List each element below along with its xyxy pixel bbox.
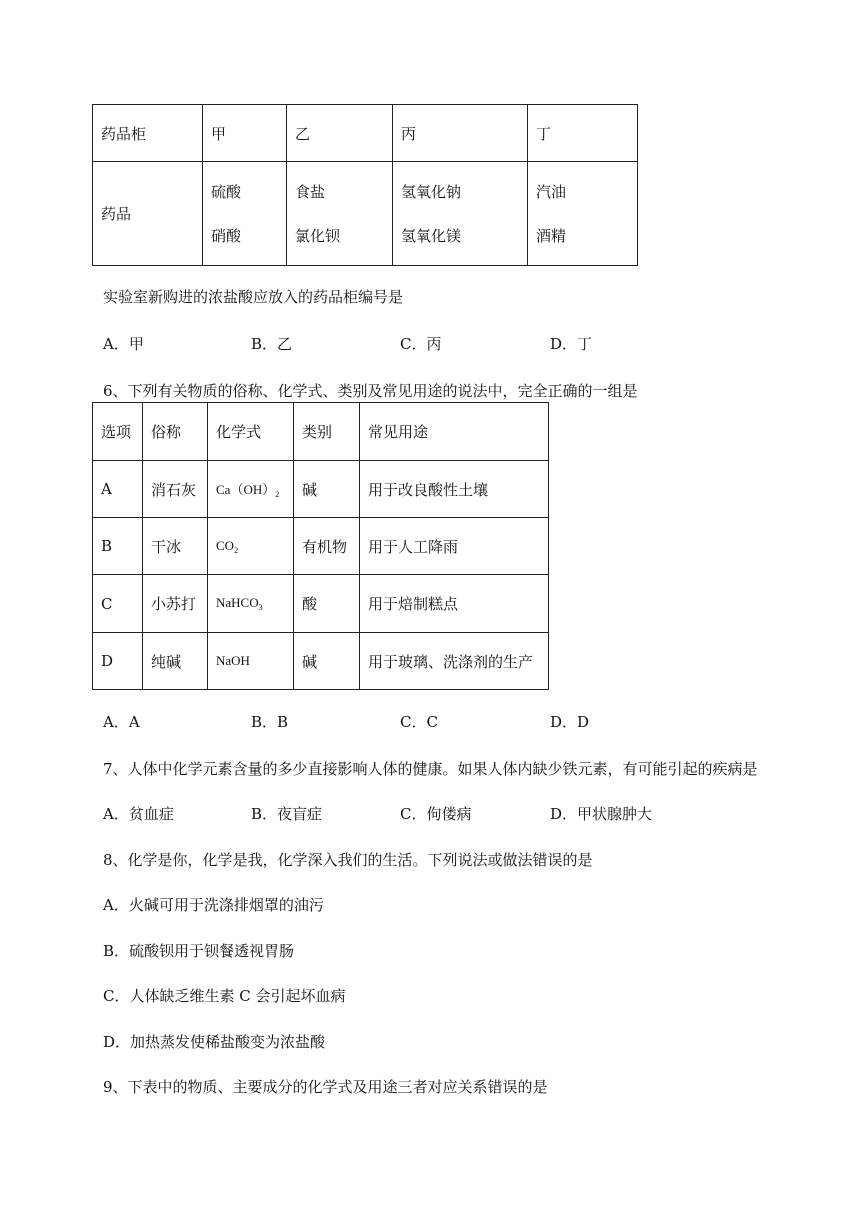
q7-options bbox=[103, 803, 803, 823]
table-cell: 丁 bbox=[528, 105, 638, 162]
q5-options bbox=[103, 333, 803, 353]
table-row bbox=[93, 633, 549, 690]
table-cell: D bbox=[93, 633, 143, 690]
cell-line: 氢氧化镁 bbox=[401, 226, 462, 245]
table-cell: 类别 bbox=[294, 403, 360, 461]
table-row bbox=[93, 105, 638, 162]
option-b[interactable]: B．乙 bbox=[251, 335, 293, 353]
q5-prompt: 实验室新购进的浓盐酸应放入的药品柜编号是 bbox=[103, 288, 404, 306]
option-b[interactable]: B．B bbox=[251, 713, 289, 731]
table-row bbox=[93, 575, 549, 633]
q8-option-c[interactable]: C．人体缺乏维生素 C 会引起坏血病 bbox=[103, 987, 346, 1005]
table-cell: B bbox=[93, 518, 143, 575]
option-d[interactable]: D．丁 bbox=[550, 335, 593, 353]
cell-line: 硝酸 bbox=[211, 226, 242, 245]
table-cell bbox=[287, 162, 393, 266]
cell-line: 食盐 bbox=[295, 182, 326, 201]
option-c[interactable]: C．丙 bbox=[400, 335, 442, 353]
table-row bbox=[93, 403, 549, 461]
q9-stem: 9、下表中的物质、主要成分的化学式及用途三者对应关系错误的是 bbox=[103, 1078, 548, 1096]
table-cell: 常见用途 bbox=[360, 403, 549, 461]
table-row bbox=[93, 518, 549, 575]
q8-option-a[interactable]: A．火碱可用于洗涤排烟罩的油污 bbox=[103, 896, 324, 914]
formula-text: NaHCO bbox=[216, 595, 259, 610]
table-cell: 碱 bbox=[294, 633, 360, 690]
table-cell: 纯碱 bbox=[143, 633, 208, 690]
table-cell: 酸 bbox=[294, 575, 360, 633]
cell-line: 汽油 bbox=[536, 182, 567, 201]
formula-cell bbox=[208, 575, 294, 633]
cell-line: 硫酸 bbox=[211, 182, 242, 201]
table-row bbox=[93, 461, 549, 518]
table-cell: 用于玻璃、洗涤剂的生产 bbox=[360, 633, 549, 690]
table-cell: 甲 bbox=[203, 105, 287, 162]
table-cell: 化学式 bbox=[208, 403, 294, 461]
formula-cell bbox=[208, 633, 294, 690]
cell-line: 氢氧化钠 bbox=[401, 182, 462, 201]
option-a[interactable]: A．甲 bbox=[103, 335, 144, 353]
table-cell: 乙 bbox=[287, 105, 393, 162]
formula-text: Ca（OH） bbox=[216, 482, 276, 497]
option-c[interactable]: C．C bbox=[400, 713, 438, 731]
table-cell: C bbox=[93, 575, 143, 633]
option-a[interactable]: A．贫血症 bbox=[103, 805, 174, 823]
table-cell: 小苏打 bbox=[143, 575, 208, 633]
table-cell: 药品 bbox=[93, 162, 203, 266]
table-cell: 用于人工降雨 bbox=[360, 518, 549, 575]
formula-subscript: 2 bbox=[234, 545, 239, 555]
q7-stem: 7、人体中化学元素含量的多少直接影响人体的健康。如果人体内缺少铁元素，有可能引起的疾病是 bbox=[103, 760, 758, 778]
option-c[interactable]: C．佝偻病 bbox=[400, 805, 472, 823]
table-cell: 俗称 bbox=[143, 403, 208, 461]
table-cell: 有机物 bbox=[294, 518, 360, 575]
table-cell: 干冰 bbox=[143, 518, 208, 575]
table-cell: A bbox=[93, 461, 143, 518]
table-cell: 消石灰 bbox=[143, 461, 208, 518]
table-cell bbox=[528, 162, 638, 266]
table-cell: 丙 bbox=[393, 105, 528, 162]
option-a[interactable]: A．A bbox=[103, 713, 140, 731]
formula-text: CO bbox=[216, 537, 235, 553]
formula-subscript: 3 bbox=[258, 603, 263, 612]
cell-line: 酒精 bbox=[536, 226, 567, 245]
formula-cell bbox=[208, 461, 294, 518]
table-cell: 选项 bbox=[93, 403, 143, 461]
q6-stem: 6、下列有关物质的俗称、化学式、类别及常见用途的说法中，完全正确的一组是 bbox=[103, 382, 638, 400]
option-b[interactable]: B．夜盲症 bbox=[251, 805, 323, 823]
table-cell: 用于焙制糕点 bbox=[360, 575, 549, 633]
formula-cell bbox=[208, 518, 294, 575]
q8-option-b[interactable]: B．硫酸钡用于钡餐透视胃肠 bbox=[103, 942, 295, 960]
table-cell: 药品柜 bbox=[93, 105, 203, 162]
cabinet-table bbox=[92, 104, 638, 266]
table-cell bbox=[203, 162, 287, 266]
formula-text: NaOH bbox=[216, 652, 250, 668]
table-cell: 碱 bbox=[294, 461, 360, 518]
table-cell: 用于改良酸性土壤 bbox=[360, 461, 549, 518]
q8-option-d[interactable]: D．加热蒸发使稀盐酸变为浓盐酸 bbox=[103, 1033, 326, 1051]
q8-stem: 8、化学是你，化学是我，化学深入我们的生活。下列说法或做法错误的是 bbox=[103, 851, 593, 869]
table-cell bbox=[393, 162, 528, 266]
q6-table bbox=[92, 402, 549, 690]
q6-options bbox=[103, 711, 803, 731]
option-d[interactable]: D．甲状腺肿大 bbox=[550, 805, 653, 823]
formula-subscript: 2 bbox=[275, 490, 280, 499]
table-row bbox=[93, 162, 638, 266]
cell-line: 氯化钡 bbox=[295, 226, 341, 245]
option-d[interactable]: D．D bbox=[550, 713, 590, 731]
